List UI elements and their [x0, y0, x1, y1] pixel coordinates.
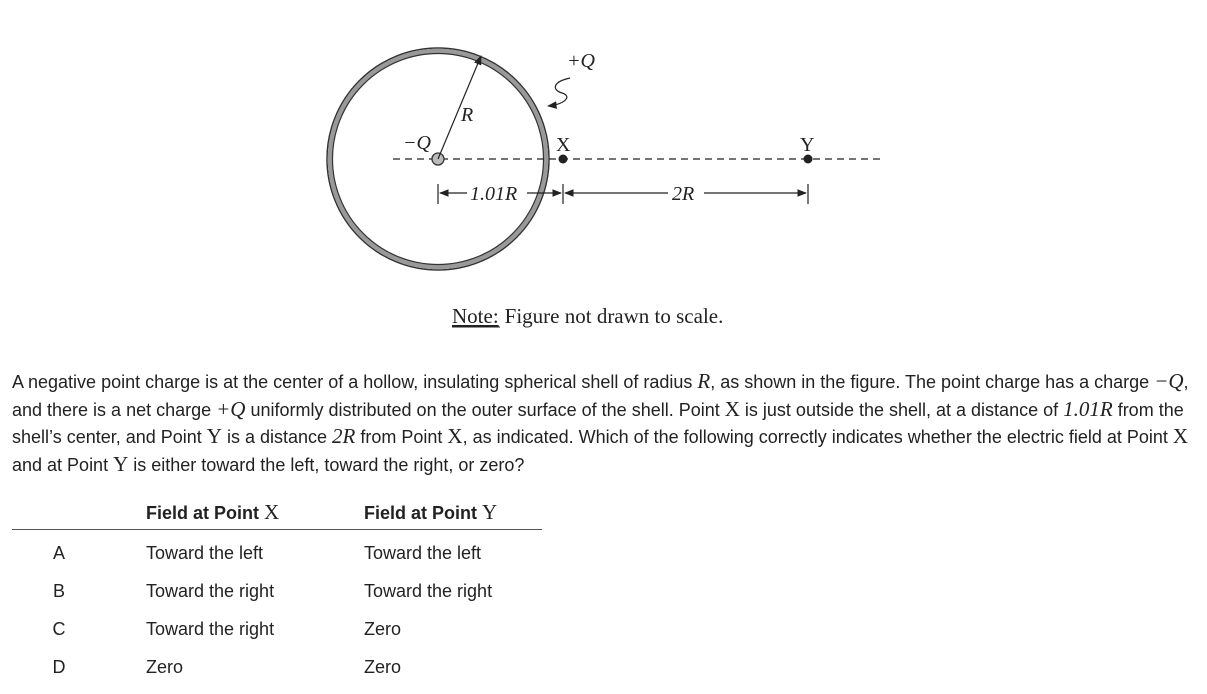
- charge-center-label: −Q: [403, 132, 431, 154]
- answer-field-x: Toward the left: [146, 542, 264, 563]
- math-var: 1.01R: [1063, 396, 1113, 421]
- header-field-x: [106, 496, 364, 530]
- answer-field-x: Toward the right: [146, 618, 275, 639]
- question-part: and at Point: [12, 454, 114, 475]
- answer-row-d[interactable]: [12, 648, 542, 686]
- answer-field-y: Toward the left: [364, 542, 482, 563]
- radius-label: R: [461, 104, 474, 126]
- question-part: , and there is a net charge: [12, 372, 1189, 420]
- math-var: Y: [113, 451, 129, 476]
- header-y-var: Y: [482, 500, 498, 524]
- question-text: [12, 368, 1197, 478]
- math-var: 2R: [332, 424, 356, 448]
- answer-field-x: Zero: [146, 656, 184, 677]
- header-x-var: X: [264, 500, 280, 524]
- answer-field-y: Toward the right: [364, 580, 493, 601]
- shell-diagram: [0, 0, 1207, 340]
- dist-101r-label: 1.01R: [470, 183, 518, 205]
- answer-choices-table: [12, 496, 542, 686]
- charge-leader-squiggle: [548, 78, 570, 106]
- answer-field-x: Toward the right: [146, 580, 275, 601]
- math-var: +Q: [216, 396, 246, 421]
- dist-2r-label: 2R: [672, 183, 695, 205]
- answer-letter: D: [52, 656, 66, 677]
- charge-outer-label: +Q: [567, 50, 595, 72]
- question-part: from Point: [355, 427, 448, 447]
- answer-row-b[interactable]: [12, 572, 542, 610]
- answer-row-c[interactable]: [12, 610, 542, 648]
- math-var: Y: [206, 424, 222, 448]
- answer-letter: C: [52, 618, 66, 639]
- figure-note: [452, 304, 723, 328]
- math-var: R: [697, 369, 711, 393]
- question-part: from the shell’s center, and Point: [12, 399, 1184, 447]
- math-var: X: [1172, 424, 1189, 448]
- header-x-text: Field at Point: [146, 503, 265, 523]
- question-part: , as indicated. Which of the following correctly indicates whether the electric field at Point: [462, 427, 1173, 447]
- question-part: is just outside the shell, at a distance of: [739, 399, 1064, 420]
- question-part: uniformly distributed on the outer surface of the shell. Point: [245, 399, 725, 420]
- question-part: , as shown in the figure. The point charge has a charge: [710, 372, 1155, 392]
- answer-field-y: Zero: [364, 656, 402, 677]
- math-var: X: [447, 424, 463, 448]
- radius-arrow: [438, 56, 481, 159]
- question-part: is a distance: [221, 427, 333, 447]
- header-field-y: [364, 496, 542, 530]
- header-y-text: Field at Point: [364, 503, 483, 523]
- question-part: A negative point charge is at the center of a hollow, insulating spherical shell of radius: [12, 372, 698, 392]
- answer-letter: B: [52, 580, 65, 601]
- answer-field-y: Zero: [364, 618, 402, 639]
- answer-header-row: [12, 496, 542, 530]
- point-x-label: X: [556, 134, 571, 156]
- note-label: Note:: [452, 304, 499, 328]
- question-part: is either toward the left, toward the right, or zero?: [128, 454, 525, 475]
- answer-row-a[interactable]: [12, 530, 542, 573]
- math-var: X: [724, 396, 740, 421]
- answer-letter: A: [52, 542, 65, 563]
- point-y-label: Y: [800, 134, 815, 156]
- math-var: −Q: [1154, 369, 1184, 393]
- note-text: Figure not drawn to scale.: [504, 304, 724, 328]
- header-letter-cell: [12, 496, 106, 530]
